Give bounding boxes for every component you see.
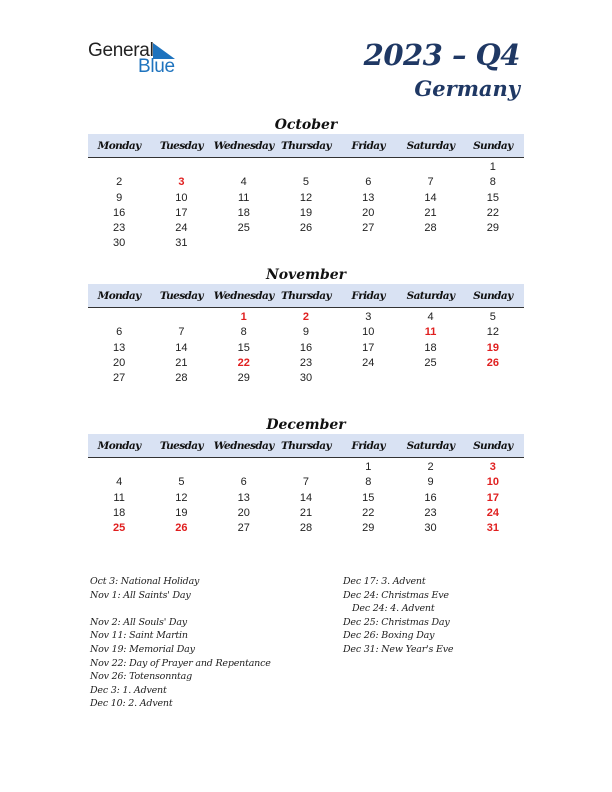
day-cell: 16 [113,206,126,219]
day-cell: 21 [299,506,313,519]
day-cell [275,460,337,475]
day-cell: 6 [240,476,247,489]
weekday-label: Wednesday [213,439,274,452]
day-cell: 23 [113,222,126,235]
day-cell: 22 [362,506,375,519]
day-cell [88,460,150,475]
day-cell [462,236,524,251]
holiday-note: Dec 24: 4. Advent [352,603,435,615]
holiday-day-cell: 2 [302,311,310,323]
day-cell: 20 [362,206,375,219]
day-cell: 27 [362,222,375,235]
week-row [88,191,524,206]
weekday-header-row [88,284,524,308]
week-row [88,341,524,356]
month-october [88,116,524,252]
day-cell: 19 [299,206,313,219]
day-cell [337,236,399,251]
holiday-day-cell: 25 [113,522,126,535]
day-cell: 4 [427,311,434,323]
day-cell: 5 [302,176,310,189]
day-cell [150,460,212,475]
day-cell: 28 [175,372,188,385]
day-cell: 4 [240,176,247,189]
month-name: October [274,117,338,133]
day-cell [275,160,337,175]
day-cell: 6 [365,176,372,189]
week-row [88,371,524,386]
day-cell: 10 [362,326,375,339]
weekday-label: Friday [351,289,385,302]
holiday-note: Nov 19: Memorial Day [90,643,195,655]
holiday-note: Nov 11: Saint Martin [90,630,188,642]
day-cell: 20 [237,506,250,519]
weekday-label: Tuesday [159,139,203,152]
day-cell: 13 [362,191,375,204]
holiday-note: Nov 22: Day of Prayer and Repentance [90,657,271,669]
holiday-note: Dec 10: 2. Advent [90,698,173,710]
weekday-label: Wednesday [213,289,274,302]
logo-text-general: General [88,40,154,61]
holiday-notes-right [343,575,453,657]
day-cell: 7 [178,326,185,339]
holiday-day-cell: 22 [237,356,250,369]
day-cell [150,310,212,325]
day-cell: 24 [362,356,375,369]
weekday-label: Thursday [280,289,331,302]
day-cell: 8 [365,476,372,489]
weekday-label: Monday [97,439,141,452]
day-cell: 14 [299,491,313,504]
weekday-label: Sunday [473,139,513,152]
holiday-day-cell: 11 [424,326,437,339]
day-cell: 12 [486,326,499,339]
day-cell: 16 [424,491,437,504]
country-name: Germany [414,76,520,101]
day-cell: 14 [424,191,437,204]
holiday-day-cell: 17 [486,491,499,504]
day-cell: 5 [178,476,185,489]
day-cell: 29 [486,222,499,235]
day-cell [150,160,212,175]
day-cell: 2 [427,461,434,473]
weekday-label: Monday [97,289,141,302]
day-cell: 23 [424,506,437,519]
day-cell: 15 [237,341,250,354]
day-cell: 24 [175,222,188,235]
day-cell: 4 [116,476,123,489]
day-cell [399,236,461,251]
day-cell: 18 [237,206,250,219]
day-cell: 5 [489,311,496,323]
logo-text-blue: Blue [138,56,175,77]
holiday-note: Dec 25: Christmas Day [343,616,450,628]
week-row [88,206,524,221]
day-cell [213,160,275,175]
holiday-day-cell: 24 [486,506,499,519]
weekday-label: Friday [351,139,385,152]
day-cell: 18 [424,341,437,354]
day-cell: 11 [113,491,125,504]
weekday-label: Wednesday [213,139,274,152]
day-cell: 27 [113,372,126,385]
holiday-day-cell: 31 [486,522,499,535]
weekday-label: Thursday [280,139,331,152]
holiday-day-cell: 19 [486,341,499,354]
page-title: 2023 – Q4 [363,38,520,72]
day-cell: 26 [299,222,313,235]
day-cell: 14 [175,341,188,354]
day-cell: 25 [237,222,250,235]
weekday-label: Sunday [473,439,513,452]
day-cell [337,371,399,386]
holiday-note: Dec 31: New Year's Eve [343,643,454,655]
week-row [88,310,524,325]
day-cell [213,460,275,475]
holiday-note: Nov 26: Totensonntag [90,671,192,683]
holiday-day-cell: 3 [489,461,496,473]
day-cell: 30 [113,237,126,250]
holiday-note: Dec 3: 1. Advent [90,684,167,696]
holiday-note: Dec 26: Boxing Day [343,630,435,642]
day-cell: 28 [299,522,313,535]
day-cell: 15 [362,491,375,504]
day-cell: 1 [489,161,496,173]
holiday-note [90,602,271,616]
day-cell: 10 [175,191,188,204]
day-cell [213,236,275,251]
day-cell [88,160,150,175]
holiday-day-cell: 1 [240,311,247,323]
weekday-label: Tuesday [159,289,203,302]
day-cell: 11 [237,191,250,204]
day-cell: 13 [113,341,126,354]
day-cell: 2 [116,176,123,189]
month-name: December [266,417,346,433]
weekday-header-row [88,434,524,458]
day-cell: 31 [175,237,188,250]
day-cell: 7 [427,176,434,189]
holiday-note: Nov 2: All Souls' Day [90,616,187,628]
day-cell [462,371,524,386]
holiday-note: Dec 17: 3. Advent [343,576,426,587]
day-cell: 12 [299,191,313,204]
day-cell: 12 [175,491,188,504]
day-cell [275,236,337,251]
week-row [88,325,524,340]
day-cell: 22 [486,206,499,219]
holiday-day-cell: 3 [178,176,185,189]
weekday-label: Thursday [280,439,331,452]
day-cell: 30 [299,372,313,385]
week-row [88,521,524,536]
week-row [88,460,524,475]
day-cell: 8 [240,326,247,339]
month-november [88,266,524,386]
day-cell: 17 [362,341,375,354]
day-cell: 21 [424,206,437,219]
day-cell [88,310,150,325]
day-cell: 9 [116,191,123,204]
week-row [88,475,524,490]
holiday-notes-left [90,575,271,711]
weekday-header-row [88,134,524,158]
day-cell: 23 [299,356,313,369]
weekday-label: Saturday [406,289,455,302]
day-cell [399,371,461,386]
week-row [88,236,524,251]
generalblue-logo [88,40,188,76]
week-row [88,491,524,506]
holiday-day-cell: 26 [486,356,499,369]
day-cell: 17 [175,206,188,219]
day-cell: 28 [424,222,437,235]
day-cell: 15 [486,191,499,204]
weekday-label: Saturday [406,139,455,152]
week-row [88,506,524,521]
week-row [88,175,524,190]
day-cell: 25 [424,356,437,369]
day-cell: 16 [299,341,313,354]
day-cell: 7 [302,476,310,489]
holiday-note: Nov 1: All Saints' Day [90,589,191,601]
holiday-note: Dec 24: Christmas Eve [343,589,449,601]
weekday-label: Saturday [406,439,455,452]
weekday-label: Friday [351,439,385,452]
day-cell: 13 [237,491,250,504]
week-row [88,356,524,371]
day-cell: 1 [365,461,372,473]
weekday-label: Tuesday [159,439,203,452]
day-cell: 18 [113,506,126,519]
day-cell: 6 [116,326,123,339]
day-cell: 8 [489,176,496,189]
day-cell: 29 [237,372,250,385]
holiday-day-cell: 26 [175,522,188,535]
day-cell [337,160,399,175]
day-cell [399,160,461,175]
day-cell: 29 [362,522,375,535]
day-cell: 30 [424,522,437,535]
month-name: November [265,267,347,283]
month-december [88,416,524,536]
day-cell: 19 [175,506,188,519]
day-cell: 21 [175,356,188,369]
day-cell: 27 [237,522,250,535]
day-cell: 9 [302,326,310,339]
week-row [88,221,524,236]
week-row [88,160,524,175]
day-cell: 9 [427,476,434,489]
day-cell: 20 [113,356,126,369]
weekday-label: Sunday [473,289,513,302]
weekday-label: Monday [97,139,141,152]
holiday-note: Oct 3: National Holiday [90,576,200,587]
holiday-day-cell: 10 [486,476,499,489]
day-cell: 3 [365,311,372,323]
